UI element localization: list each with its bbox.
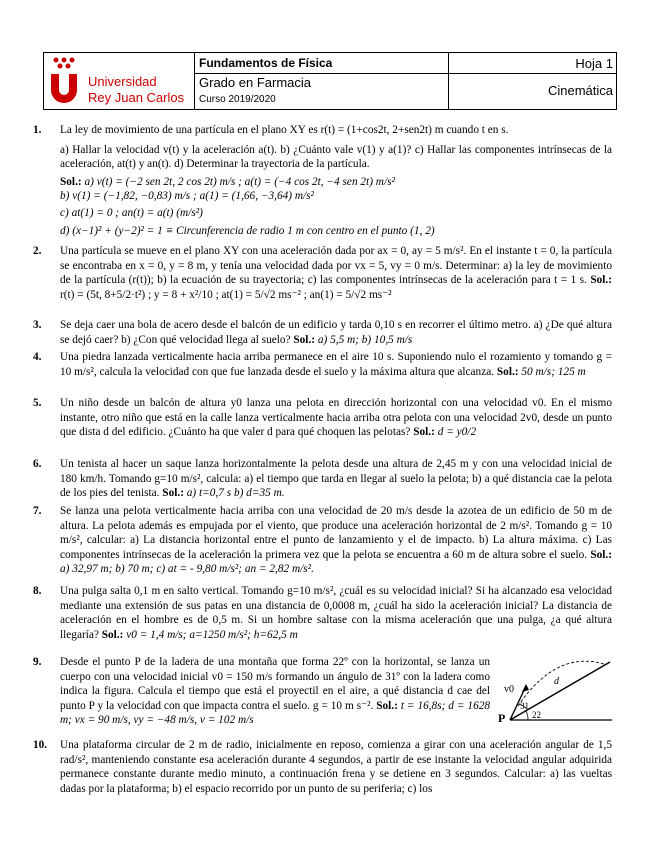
solution-label: Sol.:	[376, 699, 398, 712]
course-title: Fundamentos de Física	[199, 56, 333, 70]
logo-cell	[44, 53, 195, 109]
problem-number: 4.	[33, 351, 42, 363]
problem-statement: Un tenista al hacer un saque lanza horizontalmente la pelota desde una altura de 2,45 m y con una velocidad inicial de 180 km/h. Tomando g=10 m/s², calcula: a) el tiempo que tarda en llegar al suelo la pelota; b) a qué distancia cae la pelota de los pies del tenista.	[60, 458, 612, 500]
problem-statement: Un niño desde un balcón de altura y0 lanza una pelota en dirección horizontal con una velocidad v0. En el mismo instante, otro niño que está en la calle lanza verticalmente hacia arriba otra pelota con una velocidad 2v0, desde un punto que dista d del edificio. ¿Cuánto ha que valer d para qué choquen las pelotas?	[60, 397, 612, 439]
problem-number: 8.	[33, 585, 42, 597]
problem-number: 9.	[33, 656, 42, 668]
problem-7	[33, 504, 612, 577]
problem-number: 7.	[33, 505, 42, 517]
university-logo	[48, 56, 88, 104]
problem-questions: a) Hallar la velocidad v(t) y la aceleración a(t). b) ¿Cuánto vale v(1) y a(1)? c) Hallar las componentes intrínsecas de la aceleración, at(t) y an(t). d) Determinar la trayectoria de la partícula.	[60, 143, 612, 171]
problem-number: 2.	[33, 245, 42, 257]
problem-2	[33, 244, 612, 302]
degree-name: Grado en Farmacia	[199, 75, 311, 90]
university-line2: Rey Juan Carlos	[88, 90, 185, 105]
problem-statement: La ley de movimiento de una partícula en el plano XY es r(t) = (1+cos2t, 2+sen2t) m cuando t en s.	[60, 124, 509, 136]
sheet-number: Hoja 1	[575, 56, 613, 71]
velocity-arrowhead	[522, 684, 529, 692]
university-name	[88, 74, 184, 106]
problem-number: 5.	[33, 397, 42, 409]
problem-4	[33, 350, 612, 379]
problem-statement: Desde el punto P de la ladera de una montaña que forma 22º con la horizontal, se lanza un cuerpo con una velocidad inicial v0 = 150 m/s formando un ángulo de 31º con la ladera como indica la figura. Calcula el tiempo que está el proyectil en el aire, a qué distancia d cae del punto P y la velocidad con que impacta contra el suelo. g = 10 m s⁻².	[60, 656, 490, 712]
solution-label: Sol.:	[60, 175, 82, 188]
sheet-topic: Cinemática	[547, 83, 613, 98]
solution-label: Sol.:	[413, 426, 435, 439]
solution-answer: b) v(1) = (−1,82, −0,83) m/s ; a(1) = (1,66, −3,64) m/s²	[60, 190, 314, 203]
solution-label: Sol.:	[293, 333, 316, 346]
distance-label: d	[554, 676, 559, 687]
problem-10	[33, 738, 612, 796]
solution-answer: v0 = 1,4 m/s; a=1250 m/s²; h=62,5 m	[126, 628, 298, 641]
problem-statement: Se deja caer una bola de acero desde el balcón de un edificio y tarda 0,10 s en recorrer el último metro. a) ¿De qué altura se dejó caer? b) ¿Con qué velocidad llega al suelo?	[60, 319, 612, 346]
angle-31-label: 31	[520, 701, 529, 711]
course-cell	[195, 53, 448, 109]
header-table	[43, 52, 617, 110]
solution-label: Sol.:	[496, 365, 519, 378]
trajectory-path	[518, 661, 604, 706]
problem-statement: Una partícula se mueve en el plano XY con una aceleración dada por ax = 0, ay = 5 m/s². En el instante t = 0, la partícula se encontraba en x = 0, y = 8 m, y tenía una velocidad dada por vx = 5, vy = 0 m/s. Determinar: a) la ley de movimiento de la partícula (r(t)); b) la ecuación de su trayectoria; c) las componentes intrínsecas de la aceleración para t = 1 s.	[60, 245, 612, 287]
course-year: Curso 2019/2020	[199, 94, 276, 105]
solution-label: Sol.:	[162, 487, 184, 500]
sheet-cell	[448, 53, 617, 109]
problem-5	[33, 396, 612, 440]
problem-statement: Se lanza una pelota verticalmente hacia arriba con una velocidad de 20 m/s desde la azotea de un edificio de 50 m de altura. La pelota además es empujada por el viento, que produce una aceleración horizontal de 2 m/s². Tomando g = 10 m/s², calcular: a) La distancia horizontal entre el punto de lanzamiento y el de impacto. b) La altura máxima. c) Las componentes intrínsecas de la aceleración la primera vez que la pelota se encuentra a 60 m de altura sobre el suelo.	[60, 505, 612, 561]
angle-22-label: 22	[532, 710, 541, 720]
problem-statement: Una plataforma circular de 2 m de radio, inicialmente en reposo, comienza a girar con una aceleración angular de 1,5 rad/s², manteniendo constante esa aceleración durante 4 segundos, a partir de ese instante la velocidad angular adquirida permanece constante durante medio minuto, a continuación frena y se detiene en 3 segundos. Calcular: a) las vueltas dadas por la plataforma; b) el espacio recorrido por un punto de su periferia; c) los	[60, 739, 612, 795]
solution-label: Sol.:	[101, 628, 124, 641]
problem-statement: Una pulga salta 0,1 m en salto vertical. Tomando g=10 m/s², ¿cuál es su velocidad inicial? Si ha alcanzado esa velocidad mediante una extensión de sus patas en una distancia de 0,0008 m, ¿cuál ha sido la aceleración inicial? La distancia de aceleración en el hombre es de 0,5 m. Si un hombre saltase con la misma aceleración que una pulga, ¿a qué altura llegaría?	[60, 585, 612, 641]
solution-answer: a) t=0,7 s b) d=35 m.	[186, 487, 285, 500]
solution-answer: 50 m/s; 125 m	[521, 365, 586, 378]
solution-answer: a) 32,97 m; b) 70 m; c) at = - 9,80 m/s²; an = 2,82 m/s².	[60, 563, 314, 576]
problem-statement: Una piedra lanzada verticalmente hacia arriba permanece en el aire 10 s. Suponiendo nulo el rozamiento y tomando g = 10 m/s², calcula la velocidad con que fue lanzada desde el suelo y la máxima altura que alcanza.	[60, 351, 612, 378]
solution-label: Sol.:	[590, 548, 612, 561]
solution-answer: r(t) = (5t, 8+5/2·t²) ; y = 8 + x²/10 ; at(1) = 5/√2 ms⁻² ; an(1) = 5/√2 ms⁻²	[60, 288, 392, 301]
problem-3	[33, 318, 612, 347]
problem-number: 1.	[33, 124, 42, 136]
problem-8	[33, 584, 612, 642]
solution-answer: d) (x−1)² + (y−2)² = 1 ≡ Circunferencia de radio 1 m con centro en el punto (1, 2)	[60, 224, 435, 237]
solution-answer: a) 5,5 m; b) 10,5 m/s	[317, 333, 413, 346]
problem-number: 3.	[33, 319, 42, 331]
solution-answer: d = y0/2	[437, 426, 477, 439]
solution-label: Sol.:	[590, 274, 612, 287]
problem-1	[33, 123, 612, 238]
problem-6	[33, 457, 612, 501]
solution-answer: t = 16,8s; d = 1628 m; vx = 90 m/s, vy = −48 m/s, v = 102 m/s	[60, 699, 491, 727]
problem-9	[33, 655, 491, 728]
point-p-label: P	[498, 711, 506, 725]
problem-number: 6.	[33, 458, 42, 470]
university-line1: Universidad	[88, 74, 157, 89]
problem-number: 10.	[33, 739, 48, 751]
slope-figure	[496, 654, 614, 726]
solution-answer: c) at(1) = 0 ; an(t) = a(t) (m/s²)	[60, 206, 203, 219]
solution-answer: a) v(t) = (−2 sen 2t, 2 cos 2t) m/s ; a(t) = (−4 cos 2t, −4 sen 2t) m/s²	[84, 175, 395, 188]
v0-label: v0	[504, 684, 514, 695]
